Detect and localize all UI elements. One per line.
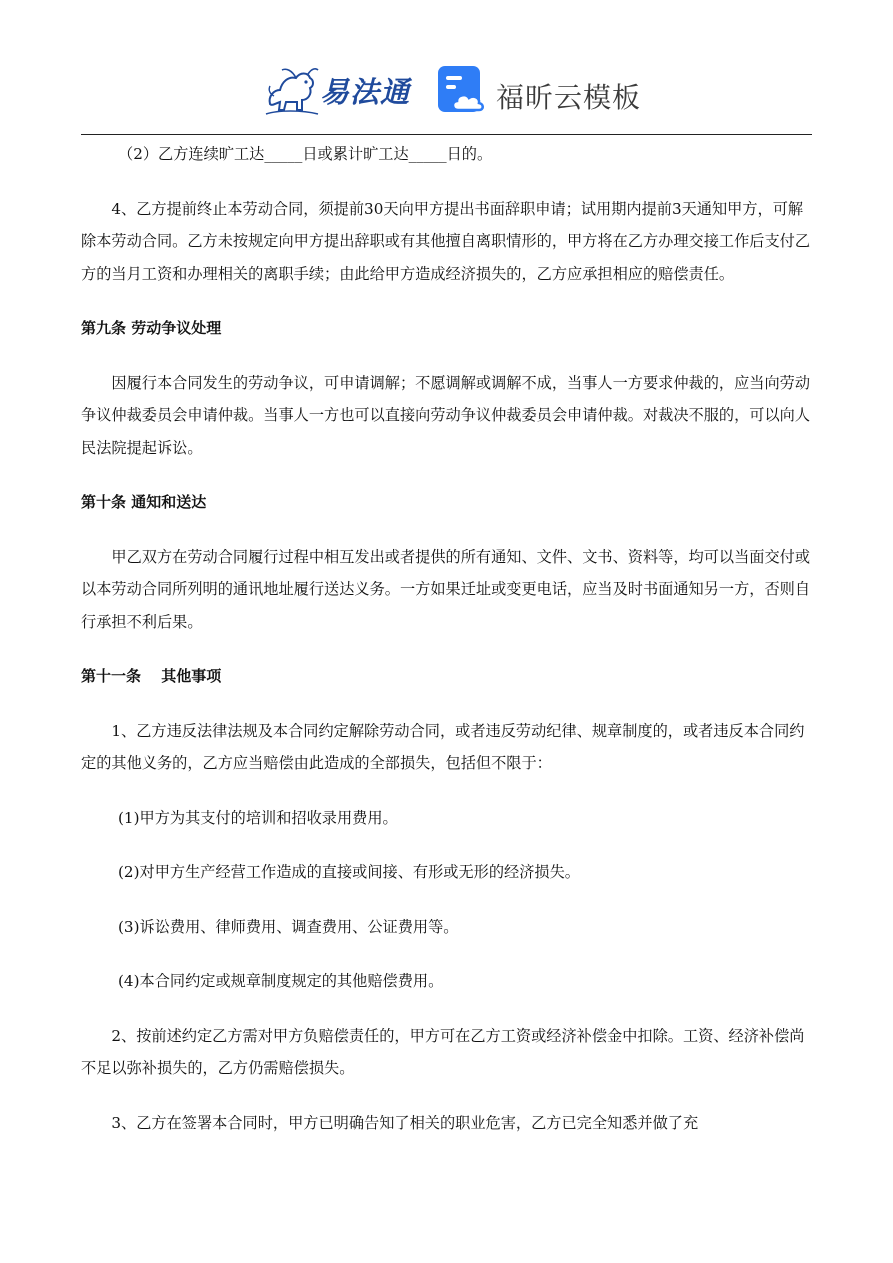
heading-article-11: 第十一条 其他事项 xyxy=(81,667,222,685)
paragraph-absenteeism: （2）乙方连续旷工达_____日或累计旷工达_____日的。 xyxy=(118,145,493,163)
heading-article-9: 第九条 劳动争议处理 xyxy=(81,319,222,337)
page-header xyxy=(0,56,893,126)
list-item-3: (3)诉讼费用、律师费用、调查费用、公证费用等。 xyxy=(118,917,459,936)
heading-article-10: 第十条 通知和送达 xyxy=(81,493,207,511)
fuxin-logo-text: 福昕云模板 xyxy=(496,81,642,114)
list-item-4: (4)本合同约定或规章制度规定的其他赔偿费用。 xyxy=(118,972,444,990)
document-cloud-icon xyxy=(436,64,488,116)
list-item-1: (1)甲方为其支付的培训和招收录用费用。 xyxy=(118,808,398,827)
paragraph-article-11-item-2: 2、按前述约定乙方需对甲方负赔偿责任的，甲方可在乙方工资或经济补偿金中扣除。工资、经济补偿尚不足以弥补损失的，乙方仍需赔偿损失。 xyxy=(81,1026,805,1077)
paragraph-article-10: 甲乙双方在劳动合同履行过程中相互发出或者提供的所有通知、文件、文书、资料等，均可以当面交付或以本劳动合同所列明的通讯地址履行送达义务。一方如果迁址或变更电话，应当及时书面通知另一方，否则自行承担不利后果。 xyxy=(81,547,811,631)
paragraph-resignation: 4、乙方提前终止本劳动合同，须提前30天向甲方提出书面辞职申请；试用期内提前3天通知甲方，可解除本劳动合同。乙方未按规定向甲方提出辞职或有其他擅自离职情形的，甲方将在乙方办理交接工作后支付乙方的当月工资和办理相关的离职手续；由此给甲方造成经济损失的，乙方应承担相应的赔偿责任。 xyxy=(81,199,810,283)
header-divider xyxy=(81,134,812,135)
document-body xyxy=(81,138,812,1139)
yifatong-logo xyxy=(262,60,422,120)
qilin-emblem-icon xyxy=(262,60,322,120)
paragraph-article-11-item-1: 1、乙方违反法律法规及本合同约定解除劳动合同，或者违反劳动纪律、规章制度的，或者违反本合同约定的其他义务的，乙方应当赔偿由此造成的全部损失，包括但不限于： xyxy=(81,721,805,772)
list-item-2: (2)对甲方生产经营工作造成的直接或间接、有形或无形的经济损失。 xyxy=(118,863,580,881)
paragraph-article-9: 因履行本合同发生的劳动争议，可申请调解；不愿调解或调解不成，当事人一方要求仲裁的，应当向劳动争议仲裁委员会申请仲裁。当事人一方也可以直接向劳动争议仲裁委员会申请仲裁。对裁决不服的，可以向人民法院提起诉讼。 xyxy=(81,373,811,457)
fuxin-logo xyxy=(436,64,642,120)
paragraph-article-11-item-3: 3、乙方在签署本合同时，甲方已明确告知了相关的职业危害，乙方已完全知悉并做了充 xyxy=(111,1113,699,1132)
yifatong-logo-text: 易法通 xyxy=(320,75,411,109)
